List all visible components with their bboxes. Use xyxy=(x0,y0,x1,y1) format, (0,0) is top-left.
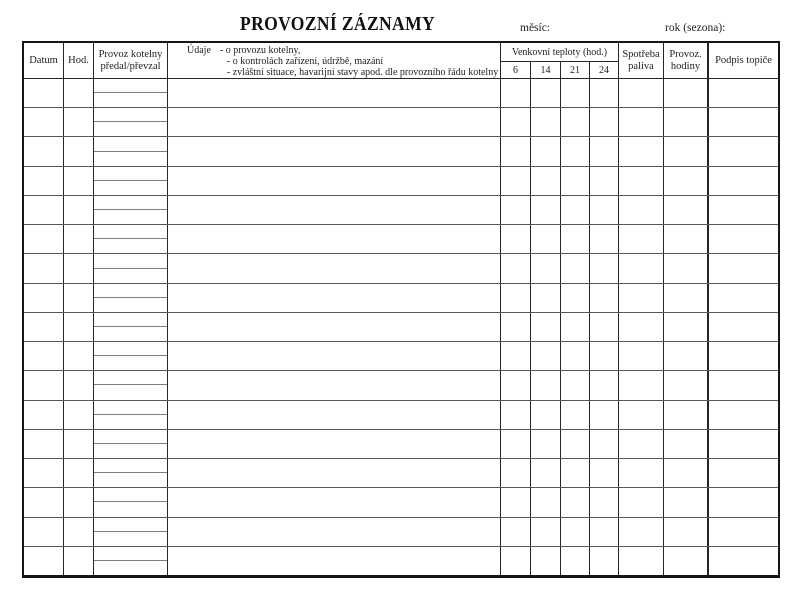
table-row xyxy=(24,225,778,254)
cell-records xyxy=(168,167,501,195)
cell-fuel xyxy=(619,79,664,107)
col-header-records-info xyxy=(168,43,501,78)
cell-operating-hours xyxy=(664,313,709,341)
cell-date xyxy=(24,137,64,165)
cell-temp-14 xyxy=(531,371,561,399)
cell-records xyxy=(168,284,501,312)
page-title: PROVOZNÍ ZÁZNAMY xyxy=(240,14,436,35)
cell-records xyxy=(168,459,501,487)
cell-temp-21 xyxy=(561,342,590,370)
cell-operating-hours xyxy=(664,167,709,195)
cell-temp-6 xyxy=(501,137,531,165)
cell-operating-hours xyxy=(664,401,709,429)
cell-handover xyxy=(94,108,168,136)
cell-hour xyxy=(64,547,94,575)
cell-date xyxy=(24,430,64,458)
table-row xyxy=(24,167,778,196)
cell-temp-6 xyxy=(501,196,531,224)
cell-operating-hours xyxy=(664,430,709,458)
cell-temp-21 xyxy=(561,518,590,546)
cell-records xyxy=(168,254,501,282)
temp-14-label: 14 xyxy=(540,64,551,76)
cell-handover xyxy=(94,254,168,282)
cell-handover xyxy=(94,284,168,312)
cell-signature xyxy=(709,254,778,282)
cell-temp-14 xyxy=(531,225,561,253)
cell-signature xyxy=(709,342,778,370)
cell-signature xyxy=(709,225,778,253)
cell-temp-21 xyxy=(561,547,590,575)
cell-handover xyxy=(94,371,168,399)
table-row xyxy=(24,196,778,225)
cell-hour xyxy=(64,313,94,341)
table-row xyxy=(24,488,778,517)
cell-hour xyxy=(64,488,94,516)
cell-temp-14 xyxy=(531,167,561,195)
cell-hour xyxy=(64,430,94,458)
cell-hour xyxy=(64,342,94,370)
cell-signature xyxy=(709,313,778,341)
cell-temp-21 xyxy=(561,401,590,429)
col-header-date xyxy=(24,43,64,78)
cell-temp-21 xyxy=(561,459,590,487)
signature-label: Podpis topiče xyxy=(715,54,772,66)
cell-temp-24 xyxy=(590,254,619,282)
col-header-operating-hours xyxy=(664,43,709,78)
col-header-temp-24 xyxy=(590,62,618,78)
cell-temp-14 xyxy=(531,284,561,312)
cell-records xyxy=(168,196,501,224)
cell-temp-24 xyxy=(590,284,619,312)
cell-temp-6 xyxy=(501,430,531,458)
cell-records xyxy=(168,430,501,458)
handover-line-1: Provoz kotelny xyxy=(98,49,163,60)
cell-date xyxy=(24,547,64,575)
cell-fuel xyxy=(619,459,664,487)
cell-hour xyxy=(64,79,94,107)
records-info-items xyxy=(220,46,498,78)
cell-date xyxy=(24,196,64,224)
cell-fuel xyxy=(619,401,664,429)
cell-fuel xyxy=(619,196,664,224)
outdoor-temps-hours-row xyxy=(501,62,618,78)
cell-hour xyxy=(64,371,94,399)
operating-hours-line-1: Provoz. xyxy=(669,49,702,60)
cell-temp-14 xyxy=(531,79,561,107)
cell-temp-21 xyxy=(561,108,590,136)
cell-temp-24 xyxy=(590,518,619,546)
cell-records xyxy=(168,547,501,575)
cell-date xyxy=(24,167,64,195)
cell-temp-21 xyxy=(561,254,590,282)
cell-temp-24 xyxy=(590,137,619,165)
cell-records xyxy=(168,488,501,516)
cell-records xyxy=(168,518,501,546)
col-header-date-label: Datum xyxy=(29,54,58,66)
cell-fuel xyxy=(619,313,664,341)
cell-temp-14 xyxy=(531,254,561,282)
cell-temp-6 xyxy=(501,79,531,107)
year-season-label: rok (sezona): xyxy=(665,22,726,34)
cell-temp-14 xyxy=(531,430,561,458)
cell-handover xyxy=(94,430,168,458)
cell-operating-hours xyxy=(664,225,709,253)
temp-6-label: 6 xyxy=(513,64,518,76)
cell-fuel xyxy=(619,430,664,458)
cell-operating-hours xyxy=(664,79,709,107)
cell-handover xyxy=(94,401,168,429)
cell-date xyxy=(24,401,64,429)
cell-fuel xyxy=(619,254,664,282)
cell-hour xyxy=(64,137,94,165)
cell-signature xyxy=(709,79,778,107)
cell-signature xyxy=(709,167,778,195)
cell-fuel xyxy=(619,342,664,370)
temp-24-label: 24 xyxy=(599,64,609,76)
cell-temp-14 xyxy=(531,488,561,516)
cell-temp-24 xyxy=(590,225,619,253)
cell-signature xyxy=(709,430,778,458)
cell-operating-hours xyxy=(664,547,709,575)
table-row xyxy=(24,547,778,575)
table-body xyxy=(24,79,778,575)
col-header-fuel xyxy=(619,43,664,78)
outdoor-temps-group-text: Venkovní teploty (hod.) xyxy=(511,46,608,58)
cell-temp-6 xyxy=(501,167,531,195)
cell-operating-hours xyxy=(664,342,709,370)
cell-hour xyxy=(64,196,94,224)
records-info-label: Údaje xyxy=(187,45,211,56)
cell-handover xyxy=(94,167,168,195)
table-row xyxy=(24,108,778,137)
cell-temp-6 xyxy=(501,254,531,282)
cell-temp-14 xyxy=(531,196,561,224)
cell-hour xyxy=(64,401,94,429)
table-row xyxy=(24,254,778,283)
cell-temp-14 xyxy=(531,547,561,575)
cell-hour xyxy=(64,225,94,253)
cell-temp-21 xyxy=(561,79,590,107)
cell-fuel xyxy=(619,284,664,312)
cell-temp-24 xyxy=(590,547,619,575)
cell-temp-14 xyxy=(531,518,561,546)
cell-fuel xyxy=(619,167,664,195)
cell-date xyxy=(24,371,64,399)
records-info-item-3: - zvláštní situace, havarijní stavy apod. dle provozního řádu kotelny xyxy=(226,66,499,78)
cell-temp-21 xyxy=(561,284,590,312)
cell-temp-14 xyxy=(531,313,561,341)
cell-temp-6 xyxy=(501,342,531,370)
table-row xyxy=(24,401,778,430)
cell-temp-6 xyxy=(501,488,531,516)
cell-fuel xyxy=(619,225,664,253)
cell-hour xyxy=(64,108,94,136)
cell-temp-6 xyxy=(501,371,531,399)
cell-fuel xyxy=(619,518,664,546)
cell-date xyxy=(24,108,64,136)
cell-temp-14 xyxy=(531,401,561,429)
cell-operating-hours xyxy=(664,371,709,399)
cell-operating-hours xyxy=(664,488,709,516)
cell-date xyxy=(24,488,64,516)
cell-hour xyxy=(64,167,94,195)
cell-date xyxy=(24,518,64,546)
cell-hour xyxy=(64,459,94,487)
cell-temp-21 xyxy=(561,196,590,224)
cell-temp-21 xyxy=(561,430,590,458)
cell-handover xyxy=(94,313,168,341)
col-header-outdoor-temps xyxy=(501,43,619,78)
cell-temp-14 xyxy=(531,459,561,487)
cell-temp-24 xyxy=(590,488,619,516)
cell-temp-21 xyxy=(561,137,590,165)
table-row xyxy=(24,459,778,488)
cell-operating-hours xyxy=(664,459,709,487)
cell-temp-6 xyxy=(501,547,531,575)
col-header-temp-6 xyxy=(501,62,531,78)
cell-hour xyxy=(64,284,94,312)
cell-hour xyxy=(64,518,94,546)
col-header-signature xyxy=(709,43,778,78)
cell-signature xyxy=(709,459,778,487)
cell-temp-21 xyxy=(561,371,590,399)
cell-signature xyxy=(709,401,778,429)
cell-handover xyxy=(94,547,168,575)
cell-date xyxy=(24,459,64,487)
cell-operating-hours xyxy=(664,284,709,312)
cell-temp-6 xyxy=(501,284,531,312)
cell-temp-6 xyxy=(501,518,531,546)
col-header-temp-14 xyxy=(531,62,561,78)
cell-fuel xyxy=(619,108,664,136)
cell-temp-24 xyxy=(590,108,619,136)
cell-records xyxy=(168,137,501,165)
cell-temp-24 xyxy=(590,167,619,195)
cell-handover xyxy=(94,518,168,546)
cell-temp-14 xyxy=(531,108,561,136)
col-header-hour xyxy=(64,43,94,78)
col-header-hour-label: Hod. xyxy=(68,54,89,66)
cell-temp-24 xyxy=(590,79,619,107)
cell-handover xyxy=(94,137,168,165)
cell-date xyxy=(24,313,64,341)
col-header-temp-21 xyxy=(561,62,590,78)
cell-temp-24 xyxy=(590,401,619,429)
table-header xyxy=(24,43,778,79)
cell-date xyxy=(24,225,64,253)
cell-temp-24 xyxy=(590,313,619,341)
cell-fuel xyxy=(619,547,664,575)
cell-temp-24 xyxy=(590,342,619,370)
cell-date xyxy=(24,79,64,107)
cell-signature xyxy=(709,518,778,546)
cell-signature xyxy=(709,108,778,136)
cell-signature xyxy=(709,284,778,312)
cell-signature xyxy=(709,137,778,165)
cell-temp-6 xyxy=(501,313,531,341)
cell-temp-14 xyxy=(531,342,561,370)
cell-temp-6 xyxy=(501,108,531,136)
handover-line-2: předal/převzal xyxy=(100,60,161,72)
table-row xyxy=(24,313,778,342)
cell-fuel xyxy=(619,137,664,165)
cell-temp-14 xyxy=(531,137,561,165)
cell-signature xyxy=(709,371,778,399)
cell-handover xyxy=(94,488,168,516)
cell-handover xyxy=(94,459,168,487)
cell-handover xyxy=(94,79,168,107)
cell-handover xyxy=(94,342,168,370)
table-row xyxy=(24,518,778,547)
cell-temp-24 xyxy=(590,196,619,224)
cell-operating-hours xyxy=(664,518,709,546)
table-row xyxy=(24,371,778,400)
cell-records xyxy=(168,79,501,107)
cell-records xyxy=(168,371,501,399)
cell-temp-24 xyxy=(590,459,619,487)
records-info-item-2: - o kontrolách zařízení, údržbě, mazání xyxy=(226,55,384,67)
cell-temp-21 xyxy=(561,225,590,253)
fuel-line-2: paliva xyxy=(628,60,654,72)
cell-temp-24 xyxy=(590,371,619,399)
table-row xyxy=(24,430,778,459)
cell-records xyxy=(168,313,501,341)
records-table xyxy=(22,41,780,578)
cell-records xyxy=(168,401,501,429)
table-row xyxy=(24,342,778,371)
col-header-handover xyxy=(94,43,168,78)
cell-temp-21 xyxy=(561,488,590,516)
operating-hours-line-2: hodiny xyxy=(670,60,701,72)
cell-temp-21 xyxy=(561,313,590,341)
table-row xyxy=(24,284,778,313)
cell-fuel xyxy=(619,488,664,516)
table-row xyxy=(24,137,778,166)
cell-date xyxy=(24,342,64,370)
cell-operating-hours xyxy=(664,196,709,224)
cell-operating-hours xyxy=(664,254,709,282)
cell-date xyxy=(24,254,64,282)
temp-21-label: 21 xyxy=(570,64,580,76)
cell-handover xyxy=(94,225,168,253)
cell-records xyxy=(168,108,501,136)
cell-temp-21 xyxy=(561,167,590,195)
records-info-item-1: - o provozu kotelny, xyxy=(219,45,301,56)
cell-signature xyxy=(709,488,778,516)
cell-temp-24 xyxy=(590,430,619,458)
cell-records xyxy=(168,342,501,370)
cell-temp-6 xyxy=(501,225,531,253)
cell-temp-6 xyxy=(501,401,531,429)
cell-date xyxy=(24,284,64,312)
cell-signature xyxy=(709,547,778,575)
month-label: měsíc: xyxy=(520,22,551,34)
fuel-line-1: Spotřeba xyxy=(622,49,660,60)
cell-temp-6 xyxy=(501,459,531,487)
cell-signature xyxy=(709,196,778,224)
cell-operating-hours xyxy=(664,108,709,136)
outdoor-temps-group-label xyxy=(501,43,618,62)
table-row xyxy=(24,79,778,108)
cell-handover xyxy=(94,196,168,224)
cell-operating-hours xyxy=(664,137,709,165)
cell-hour xyxy=(64,254,94,282)
cell-records xyxy=(168,225,501,253)
cell-fuel xyxy=(619,371,664,399)
